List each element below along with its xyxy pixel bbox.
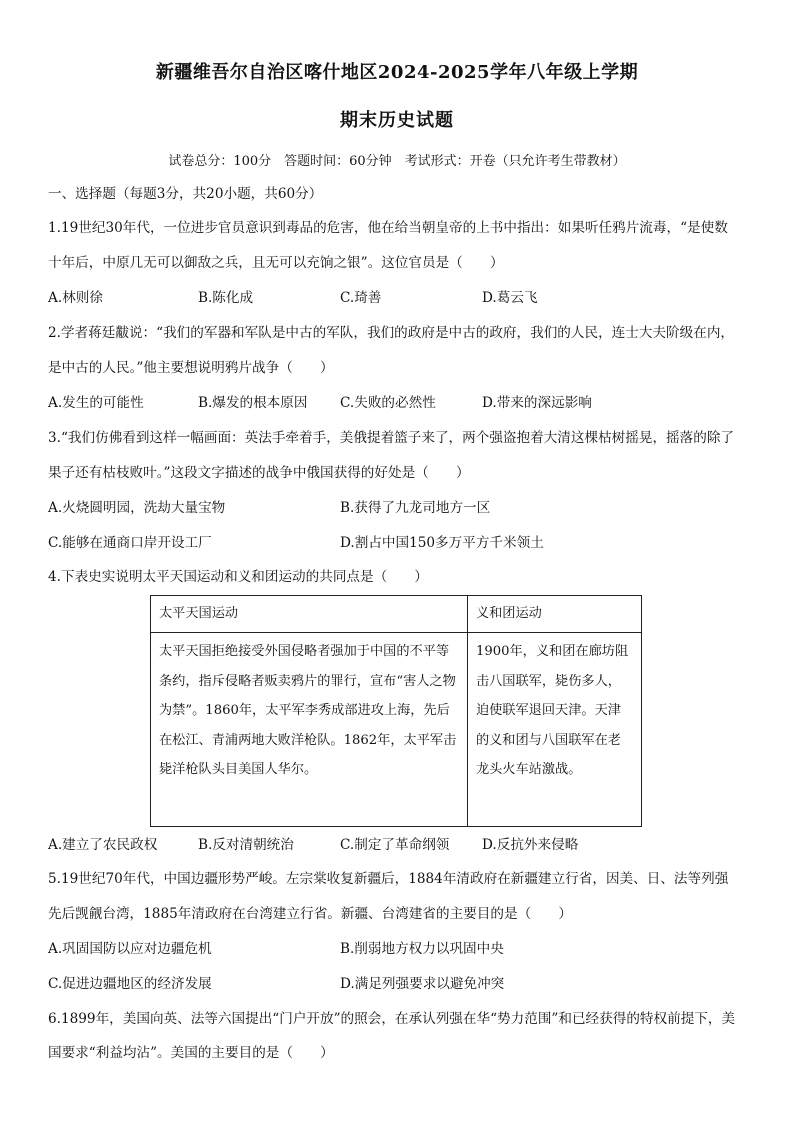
exam-subtitle: 期末历史试题 [340,110,454,131]
q2-option-a: A.发生的可能性 [48,395,144,411]
q5-option-b: B.削弱地方权力以巩固中央 [340,941,504,957]
q4-option-b: B.反对清朝统治 [198,837,294,853]
q1-option-d: D.葛云飞 [482,290,538,306]
q3-option-a: A.火烧圆明园，洗劫大量宝物 [48,500,226,516]
q3-stem-line1: 3.“我们仿佛看到这样一幅画面：英法手牵着手，美俄提着篮子来了，两个强盗抱着大清这棵枯树摇晃，摇落的除了 [48,430,735,446]
table-cell-boxer: 1900年，义和团在廊坊阻击八国联军，毙伤多人，迫使联军退回天津。天津的义和团与八国联军在老龙头火车站激战。 [467,633,641,827]
table-header-boxer: 义和团运动 [467,596,641,633]
q2-stem-line1: 2.学者蒋廷黻说：“我们的军器和军队是中古的军队，我们的政府是中古的政府，我们的人民，连士大夫阶级在内， [48,325,735,341]
q3-option-b: B.获得了九龙司地方一区 [340,500,491,516]
q1-stem-line1: 1.19世纪30年代，一位进步官员意识到毒品的危害，他在给当朝皇帝的上书中指出：如果听任鸦片流毒，“是使数 [48,220,728,236]
q5-stem-line1: 5.19世纪70年代，中国边疆形势严峻。左宗棠收复新疆后，1884年清政府在新疆建立行省，因美、日、法等列强 [48,871,729,887]
table-cell-taiping: 太平天国拒绝接受外国侵略者强加于中国的不平等条约，指斥侵略者贩卖鸦片的罪行，宣布“害人之物为禁”。1860年，太平军李秀成部进攻上海，先后在松江、青浦两地大败洋枪队。1862年，太平军击毙洋枪队头目美国人华尔。 [151,633,468,827]
q5-option-d: D.满足列强要求以避免冲突 [340,976,505,992]
table-row [151,633,642,827]
q4-option-a: A.建立了农民政权 [48,837,158,853]
q2-option-c: C.失败的必然性 [340,395,436,411]
q4-stem-line1: 4.下表史实说明太平天国运动和义和团运动的共同点是（ ） [48,569,428,585]
q1-option-c: C.琦善 [340,290,382,306]
q1-stem-line2: 十年后，中原几无可以御敌之兵，且无可以充饷之银”。这位官员是（ ） [48,255,504,271]
q1-option-a: A.林则徐 [48,290,103,306]
q2-option-b: B.爆发的根本原因 [198,395,308,411]
q3-stem-line2: 果子还有枯枝败叶。”这段文字描述的战争中俄国获得的好处是（ ） [48,465,470,481]
table-header-taiping: 太平天国运动 [151,596,468,633]
q4-comparison-table [150,595,642,827]
q2-option-d: D.带来的深远影响 [482,395,592,411]
section-title: 一、选择题（每题3分，共20小题，共60分） [48,186,323,202]
table-header-row [151,596,642,633]
exam-info: 试卷总分：100分 答题时间：60分钟 考试形式：开卷（只允许考生带教材） [168,154,626,169]
q5-option-c: C.促进边疆地区的经济发展 [48,976,212,992]
q5-stem-line2: 先后觊觎台湾，1885年清政府在台湾建立行省。新疆、台湾建省的主要目的是（ ） [48,906,572,922]
q4-option-d: D.反抗外来侵略 [482,837,579,853]
exam-title: 新疆维吾尔自治区喀什地区2024-2025学年八年级上学期 [155,62,639,83]
q2-stem-line2: 是中古的人民。”他主要想说明鸦片战争（ ） [48,360,334,376]
q1-option-b: B.陈化成 [198,290,254,306]
q6-stem-line1: 6.1899年，美国向英、法等六国提出“门户开放”的照会，在承认列强在华“势力范围”和已经获得的特权前提下，美 [48,1011,736,1027]
q6-stem-line2: 国要求“利益均沾”。美国的主要目的是（ ） [48,1045,334,1061]
q3-option-c: C.能够在通商口岸开设工厂 [48,535,212,551]
q5-option-a: A.巩固国防以应对边疆危机 [48,941,212,957]
q3-option-d: D.割占中国150多万平方千米领土 [340,535,544,551]
q4-option-c: C.制定了革命纲领 [340,837,450,853]
